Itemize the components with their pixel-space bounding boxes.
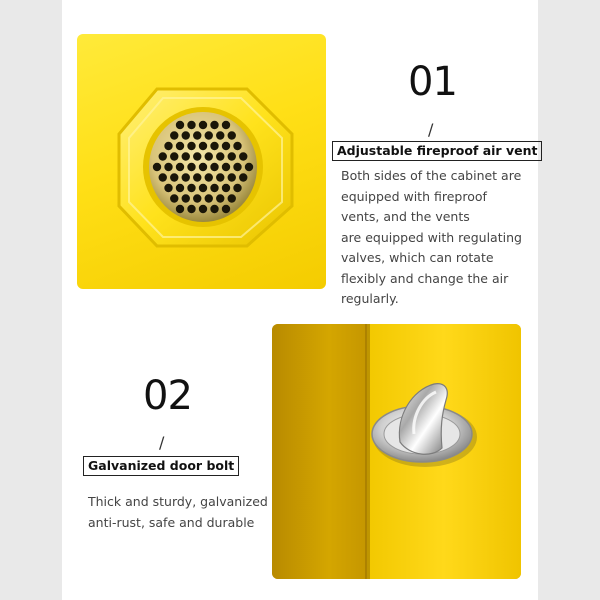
vent-hole [182, 173, 190, 181]
vent-hole [205, 152, 213, 160]
vent-hole [187, 121, 195, 129]
vent-hole [233, 184, 241, 192]
vent-hole [176, 184, 184, 192]
vent-hole [193, 173, 201, 181]
description-line: anti-rust, safe and durable [88, 514, 255, 530]
vent-hole [199, 142, 207, 150]
vent-hole [222, 205, 230, 213]
vent-hole [210, 121, 218, 129]
vent-hole [176, 121, 184, 129]
vent-hole [164, 163, 172, 171]
description-line: regularly. [341, 291, 399, 306]
vent-hole [228, 173, 236, 181]
vent-hole [222, 163, 230, 171]
vent-hole [193, 152, 201, 160]
description-line: valves, which can rotate [341, 250, 494, 265]
vent-hole [199, 205, 207, 213]
air-vent-icon [77, 34, 326, 289]
vent-hole [205, 194, 213, 202]
description-line: flexibly and change the air [341, 270, 509, 286]
door-bolt-image [272, 324, 521, 579]
vent-hole [239, 152, 247, 160]
vent-hole [159, 152, 167, 160]
divider-slash: / [428, 120, 434, 139]
vent-hole [176, 142, 184, 150]
feature-number-01: 01 [408, 59, 457, 105]
vent-hole [233, 163, 241, 171]
vent-hole [199, 163, 207, 171]
description-line: equipped with fireproof [341, 188, 487, 204]
feature-number-02: 02 [143, 373, 192, 419]
vent-hole [187, 184, 195, 192]
feature-description-door-bolt [88, 492, 268, 533]
feature-title-door-bolt: Galvanized door bolt [83, 456, 239, 476]
vent-hole [222, 142, 230, 150]
vent-hole [159, 173, 167, 181]
vent-hole [170, 173, 178, 181]
feature-title-air-vent: Adjustable fireproof air vent [332, 141, 542, 161]
vent-hole [170, 152, 178, 160]
vent-hole [216, 194, 224, 202]
vent-hole [164, 142, 172, 150]
vent-hole [199, 121, 207, 129]
vent-hole [182, 194, 190, 202]
vent-hole [164, 184, 172, 192]
vent-hole [170, 194, 178, 202]
vent-hole [228, 152, 236, 160]
vent-hole [205, 131, 213, 139]
vent-hole [176, 163, 184, 171]
description-line: vents, and the vents [341, 209, 470, 224]
feature-description-air-vent [341, 166, 522, 310]
vent-hole [210, 142, 218, 150]
vent-hole [210, 184, 218, 192]
vent-hole [210, 205, 218, 213]
vent-hole [187, 205, 195, 213]
door-bolt-icon [272, 324, 521, 579]
vent-hole [222, 121, 230, 129]
vent-hole [239, 173, 247, 181]
vent-hole [187, 163, 195, 171]
description-line: Both sides of the cabinet are [341, 168, 522, 183]
vent-hole [233, 142, 241, 150]
description-line: are equipped with regulating [341, 229, 522, 245]
vent-hole [199, 184, 207, 192]
vent-hole [216, 152, 224, 160]
description-line: Thick and sturdy, galvanized [88, 494, 268, 509]
divider-slash: / [159, 433, 165, 452]
vent-hole [182, 131, 190, 139]
vent-hole [193, 131, 201, 139]
vent-hole [210, 163, 218, 171]
vent-hole [182, 152, 190, 160]
vent-hole [205, 173, 213, 181]
vent-hole [176, 205, 184, 213]
vent-hole [216, 173, 224, 181]
vent-hole [228, 131, 236, 139]
vent-hole [216, 131, 224, 139]
vent-hole [228, 194, 236, 202]
vent-hole [222, 184, 230, 192]
air-vent-image [77, 34, 326, 289]
vent-hole [245, 163, 253, 171]
vent-hole [170, 131, 178, 139]
vent-hole [187, 142, 195, 150]
vent-hole [153, 163, 161, 171]
vent-hole [193, 194, 201, 202]
